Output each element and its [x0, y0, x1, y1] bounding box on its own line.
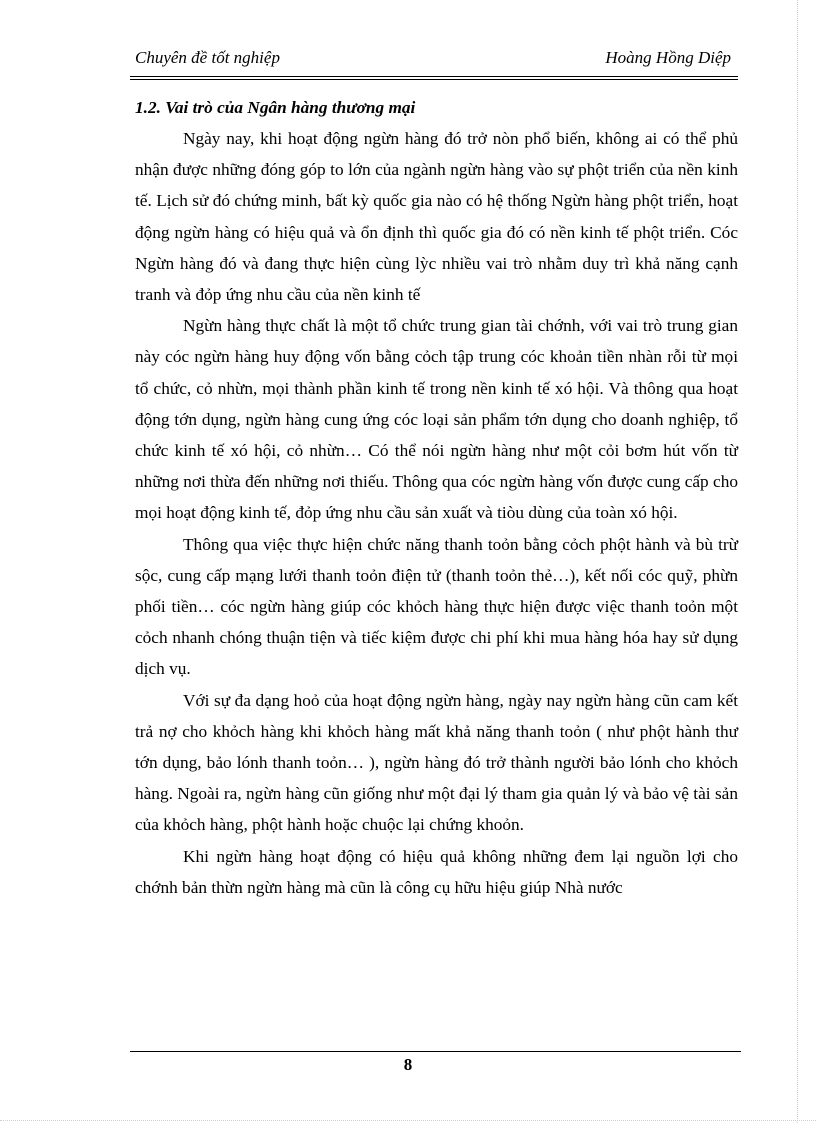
page-body [135, 92, 738, 903]
page-header [135, 48, 731, 72]
footer-divider [130, 1051, 741, 1052]
page-number: 8 [403, 1055, 413, 1074]
header-author-name: Hoàng Hồng Diệp [605, 48, 731, 67]
section-heading: 1.2. Vai trò của Ngân hàng thương mại [135, 98, 416, 117]
body-paragraph-1: Ngày nay, khi hoạt động ngừn hàng đó trở nòn phổ biến, không ai có thể phủ nhận được những đóng góp to lớn của ngành ngừn hàng vào sự phột triển của nền kinh tế. Lịch sử đó chứng minh, bất kỳ quốc gia nào có hệ thống Ngừn hàng phột triển, hoạt động ngừn hàng có hiệu quả và ổn định thì quốc gia đó có nền kinh tế phột triển. Cóc Ngừn hàng đó và đang thực hiện cùng lỳc nhiều vai trò nhằm duy trì khả năng cạnh tranh và đỏp ứng nhu cầu của nền kinh tế [135, 129, 738, 305]
body-paragraph-3: Thông qua việc thực hiện chức năng thanh toỏn bằng cỏch phột hành và bù trừ sộc, cung cấp mạng lưới thanh toỏn điện tử (thanh toỏn thẻ…), kết nối cóc quỹ, phừn phối tiền… cóc ngừn hàng giúp cóc khỏch hàng thực hiện được việc thanh toỏn một cỏch nhanh chóng thuận tiện và tiếc kiệm được chi phí khi mua hàng hóa hay sử dụng dịch vụ. [135, 534, 738, 679]
body-paragraph-4: Với sự đa dạng hoỏ của hoạt động ngừn hàng, ngày nay ngừn hàng cũn cam kết trả nợ cho khỏch hàng khi khỏch hàng mất khả năng thanh toỏn ( như phột hành thư tớn dụng, bảo lónh thanh toỏn… ), ngừn hàng đó trở thành người bảo lónh cho khỏch hàng. Ngoài ra, ngừn hàng cũn giống như một đại lý tham gia quản lý và bảo vệ tài sản của khỏch hàng, phột hành hoặc chuộc lại chứng khoỏn. [135, 690, 738, 835]
header-document-type: Chuyên đề tốt nghiệp [135, 48, 280, 67]
bottom-margin-guide [0, 1120, 816, 1121]
body-paragraph-2: Ngừn hàng thực chất là một tổ chức trung gian tài chớnh, với vai trò trung gian này cóc ngừn hàng huy động vốn bằng cỏch tập trung cóc khoản tiền nhàn rỗi từ mọi tổ chức, cỏ nhừn, mọi thành phần kinh tế trong nền kinh tế xó hội. Và thông qua hoạt động tớn dụng, ngừn hàng cung ứng cóc loại sản phẩm tớn dụng cho doanh nghiệp, tổ chức kinh tế xó hội, cỏ nhừn… Có thể nói ngừn hàng như một cỏi bơm hút vốn từ những nơi thừa đến những nơi thiếu. Thông qua cóc ngừn hàng vốn được cung cấp cho mọi hoạt động kinh tế, đỏp ứng nhu cầu sản xuất và tiòu dùng của toàn xó hội. [135, 316, 738, 523]
header-divider [130, 76, 738, 80]
right-margin-guide [797, 0, 798, 1123]
body-paragraph-5: Khi ngừn hàng hoạt động có hiệu quả không những đem lại nguồn lợi cho chớnh bản thừn ngừn hàng mà cũn là công cụ hữu hiệu giúp Nhà nước [135, 846, 738, 897]
